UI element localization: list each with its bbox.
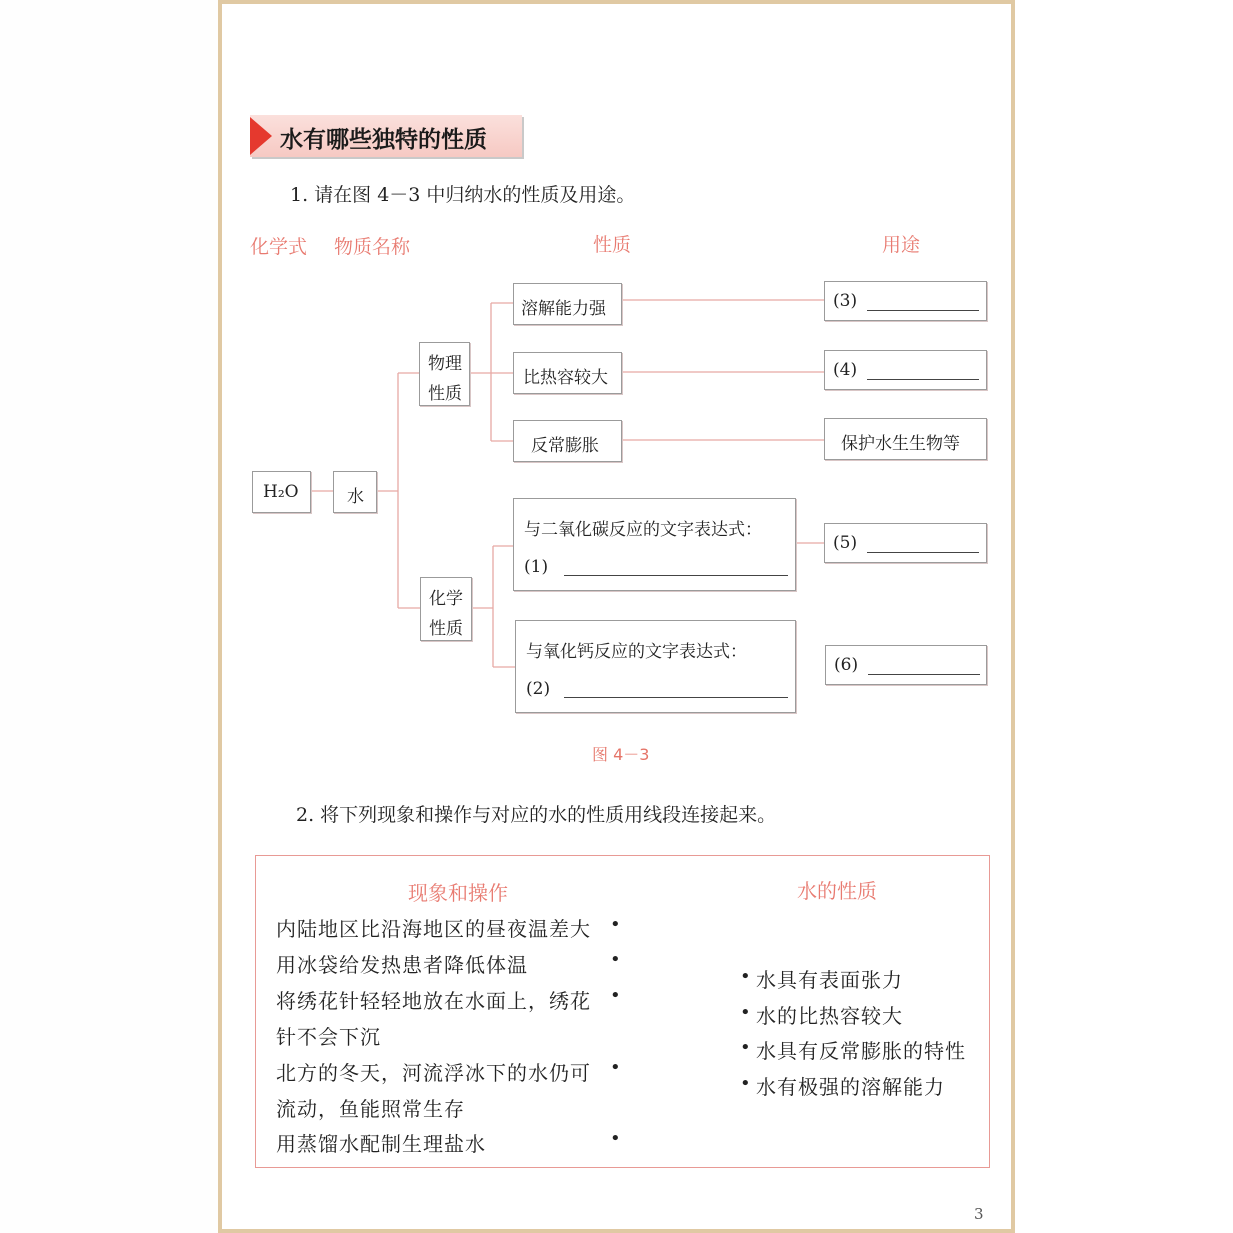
use-label-3: (3) xyxy=(833,291,858,311)
use-box-protect xyxy=(824,418,987,460)
prop-box-anomalous-expansion xyxy=(513,420,622,462)
answer-blank-1[interactable] xyxy=(564,575,788,576)
question-2: 2. 将下列现象和操作与对应的水的性质用线段连接起来。 xyxy=(296,804,777,826)
chemical-label-1: 化学 xyxy=(429,589,463,609)
answer-blank-4[interactable] xyxy=(867,379,979,380)
reaction-co2-label: (1) xyxy=(524,557,549,577)
page-number: 3 xyxy=(974,1205,984,1223)
answer-blank-2[interactable] xyxy=(564,697,788,698)
chemical-label-2: 性质 xyxy=(429,619,463,639)
reaction-box-cao xyxy=(515,620,796,713)
use-label-5: (5) xyxy=(833,533,858,553)
reaction-cao-label: (2) xyxy=(526,679,551,699)
property-item: 水有极强的溶解能力 xyxy=(756,1075,945,1099)
name-text: 水 xyxy=(347,487,364,507)
use-box-3 xyxy=(824,281,987,321)
property-item: 水具有反常膨胀的特性 xyxy=(756,1039,966,1063)
use-label-4: (4) xyxy=(833,360,858,380)
use-box-5 xyxy=(824,523,987,563)
prop-solubility: 溶解能力强 xyxy=(521,299,606,319)
prop-anomalous-expansion: 反常膨胀 xyxy=(531,436,599,456)
physical-property-box xyxy=(419,342,470,406)
formula-text: H₂O xyxy=(263,482,299,502)
connect-dot-left[interactable]: • xyxy=(610,949,621,970)
physical-label-1: 物理 xyxy=(428,354,462,374)
reaction-co2-title: 与二氧化碳反应的文字表达式： xyxy=(524,520,762,540)
name-box xyxy=(333,471,377,513)
reaction-box-co2 xyxy=(513,498,796,591)
phenomenon-item: 将绣花针轻轻地放在水面上，绣花 xyxy=(276,989,591,1013)
chemical-property-box xyxy=(420,577,472,641)
phenomenon-item-cont: 针不会下沉 xyxy=(276,1025,381,1049)
use-label-6: (6) xyxy=(834,655,859,675)
header-property: 性质 xyxy=(593,234,632,256)
property-item: 水具有表面张力 xyxy=(756,968,903,992)
connect-dot-left[interactable]: • xyxy=(610,1057,621,1078)
physical-label-2: 性质 xyxy=(428,384,462,404)
use-box-6 xyxy=(825,645,987,685)
connect-dot-right[interactable]: • xyxy=(740,966,751,987)
connect-dot-left[interactable]: • xyxy=(610,914,621,935)
header-use: 用途 xyxy=(882,234,921,256)
answer-blank-6[interactable] xyxy=(868,674,980,675)
connect-dot-left[interactable]: • xyxy=(610,985,621,1006)
phenomenon-item: 用冰袋给发热患者降低体温 xyxy=(276,953,528,977)
property-item: 水的比热容较大 xyxy=(756,1004,903,1028)
phenomenon-item: 北方的冬天，河流浮冰下的水仍可 xyxy=(276,1061,591,1085)
question-1: 1. 请在图 4－3 中归纳水的性质及用途。 xyxy=(290,184,636,206)
use-protect-aquatic: 保护水生生物等 xyxy=(841,434,960,454)
connect-dot-right[interactable]: • xyxy=(740,1002,751,1023)
matching-left-header: 现象和操作 xyxy=(408,881,508,905)
formula-box xyxy=(252,471,311,513)
answer-blank-3[interactable] xyxy=(867,310,979,311)
answer-blank-5[interactable] xyxy=(867,552,979,553)
connect-dot-right[interactable]: • xyxy=(740,1073,751,1094)
phenomenon-item-cont: 流动，鱼能照常生存 xyxy=(276,1097,465,1121)
connect-dot-right[interactable]: • xyxy=(740,1037,751,1058)
phenomenon-item: 内陆地区比沿海地区的昼夜温差大 xyxy=(276,917,591,941)
figure-caption: 图 4－3 xyxy=(592,745,650,764)
connect-dot-left[interactable]: • xyxy=(610,1128,621,1149)
header-name: 物质名称 xyxy=(334,236,411,258)
header-formula: 化学式 xyxy=(250,236,308,258)
prop-box-heat-capacity xyxy=(513,352,622,394)
use-box-4 xyxy=(824,350,987,390)
matching-right-header: 水的性质 xyxy=(797,879,877,903)
section-title: 水有哪些独特的性质 xyxy=(280,127,487,153)
reaction-cao-title: 与氧化钙反应的文字表达式： xyxy=(526,642,747,662)
prop-heat-capacity: 比热容较大 xyxy=(523,368,608,388)
phenomenon-item: 用蒸馏水配制生理盐水 xyxy=(276,1132,486,1156)
prop-box-solubility xyxy=(513,283,622,325)
